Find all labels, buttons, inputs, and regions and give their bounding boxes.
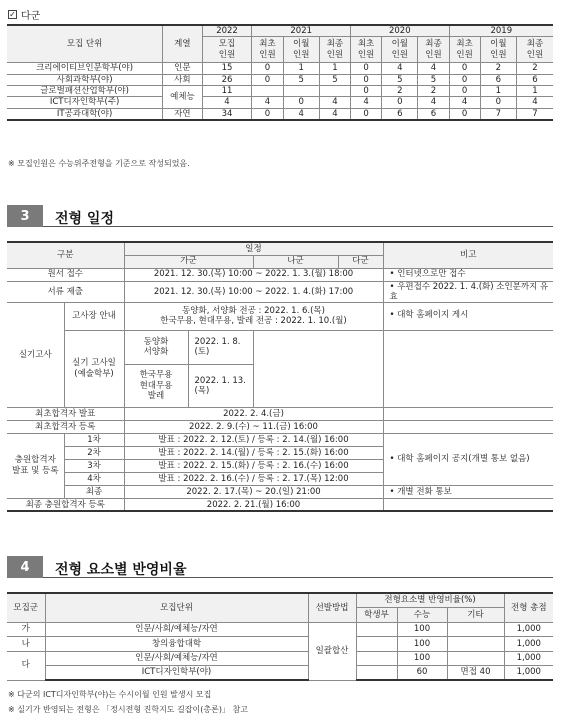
ratio-suneung: 60 [397,666,447,681]
group-da-label: 다군 [21,11,41,22]
row-unit-name: IT공과대학(야) [7,108,163,120]
row-cell [319,85,350,96]
exam-label: 실기 고사일 (예술학부) [64,330,124,407]
row-cell: 2 [382,85,418,96]
additional-date: 발표 : 2022. 2. 12.(토) / 등록 : 2. 14.(월) 16:00 [124,433,383,446]
sub-header: 최종 인원 [319,37,350,63]
row-unit-name: 사회과학부(야) [7,74,163,85]
additional-date: 발표 : 2022. 2. 16.(수) / 등록 : 2. 17.(목) 12:00 [124,472,383,485]
docs-label: 서류 제출 [7,281,124,302]
exam-empty [253,330,383,364]
ratio-unit: ICT디자인학부(야) [45,666,308,681]
sub-header: 최종 인원 [418,37,449,63]
additional-round: 3차 [64,459,124,472]
row-cell: 4 [517,97,553,108]
schedule-remark-header: 비고 [383,242,553,268]
exam2-date: 2022. 1. 13.(목) [188,364,253,407]
sub-header: 최초 인원 [449,37,480,63]
checkbox-icon: ✓ [9,9,16,19]
additional-round: 1차 [64,433,124,446]
row-cell: 1 [480,85,516,96]
additional-label: 충원합격자 발표 및 등록 [7,433,64,498]
ratio-total-header: 전형 총점 [504,593,553,622]
sub-header: 최초 인원 [351,37,382,63]
row-unit-name: ICT디자인학부(주) [7,97,163,108]
ratio-total: 1,000 [504,622,553,637]
ratio-etc-header: 기타 [447,608,504,623]
row-cell: 2 [418,85,449,96]
additional-final-date: 2022. 2. 17.(목) ~ 20.(일) 21:00 [124,485,383,498]
schedule-ga-header: 가군 [124,255,253,268]
row-cell: 1 [517,85,553,96]
row-cell: 2 [480,63,516,74]
ratio-note-2: ※ 실기가 반영되는 전형은 「정시전형 진학지도 길잡이(총론)」 참고 [8,705,248,714]
ratio-record [356,637,397,652]
docs-remark: • 우편접수 2022. 1. 4.(화) 소인분까지 유효 [383,281,553,302]
last-register-remark [383,498,553,511]
row-cell: 1 [319,63,350,74]
row-cell: 6 [480,74,516,85]
row-field: 예체능 [163,85,202,108]
apply-remark: • 인터넷으로만 접수 [383,268,553,281]
ratio-note-1: ※ 다군의 ICT디자인학부(야)는 수시이월 인원 발생시 모집 [8,690,212,699]
row-cell: 0 [449,74,480,85]
apply-date: 2021. 12. 30.(목) 10:00 ~ 2022. 1. 3.(월) 18:00 [124,268,383,281]
exam1-date: 2022. 1. 8.(토) [188,330,253,364]
row-cell: 0 [283,97,319,108]
ratio-record-header: 학생부 [356,608,397,623]
year-2019: 2019 [449,25,553,37]
ratio-group: 다 [7,651,45,680]
row-cell: 26 [202,74,252,85]
sub-header: 최종 인원 [517,37,553,63]
sub-header: 이월 인원 [480,37,516,63]
row-cell: 6 [418,108,449,120]
ratio-total: 1,000 [504,651,553,666]
row-cell: 4 [418,97,449,108]
row-cell: 0 [480,97,516,108]
schedule-date-header: 일정 [124,242,383,255]
final-register-label: 최초합격자 등록 [7,420,124,433]
row-cell: 0 [449,63,480,74]
row-cell: 0 [252,108,283,120]
row-cell: 2 [517,63,553,74]
row-cell: 5 [319,74,350,85]
additional-date: 발표 : 2022. 2. 14.(월) / 등록 : 2. 15.(화) 16:00 [124,446,383,459]
group-da-header [8,7,40,22]
ratio-method-header: 선발방법 [308,593,356,622]
sub-header: 이월 인원 [283,37,319,63]
additional-final-remark: • 개별 전화 통보 [383,485,553,498]
final-register-date: 2022. 2. 9.(수) ~ 11.(금) 16:00 [124,420,383,433]
row-field: 자연 [163,108,202,120]
table-row [7,97,553,108]
row-cell [252,85,283,96]
ratio-etc [447,622,504,637]
row-cell: 0 [382,97,418,108]
exam-remark-empty [383,330,553,407]
schedule-category-header: 구분 [7,242,124,268]
venue-remark: • 대학 홈페이지 게시 [383,302,553,330]
additional-round: 4차 [64,472,124,485]
table-row [7,85,553,96]
row-cell: 0 [351,85,382,96]
sub-header: 모집 인원 [202,37,252,63]
row-cell: 4 [351,97,382,108]
ratio-group: 나 [7,637,45,652]
year-2020: 2020 [351,25,450,37]
year-2021: 2021 [252,25,351,37]
row-field: 인문 [163,63,202,74]
additional-remark: • 대학 홈페이지 공지(개별 통보 없음) [383,433,553,485]
section4-number: 4 [7,556,43,578]
row-cell: 4 [319,108,350,120]
recruit-history-table [7,24,553,121]
last-register-label: 최종 충원합격자 등록 [7,498,124,511]
row-cell: 0 [351,63,382,74]
col-field: 계열 [163,25,202,63]
row-cell: 0 [449,85,480,96]
ratio-etc: 면접 40 [447,666,504,681]
ratio-ratio-header: 전형요소별 반영비율(%) [356,593,504,608]
row-cell: 7 [480,108,516,120]
ratio-suneung-header: 수능 [397,608,447,623]
ratio-table [7,592,553,681]
venue-date-painting: 동양화, 서양화 전공 : 2022. 1. 6.(목) [182,305,325,316]
practical-label: 실기고사 [7,302,64,407]
row-cell: 4 [283,108,319,120]
recruit-history-body [7,63,553,120]
table-row [7,108,553,120]
ratio-suneung: 100 [397,637,447,652]
section3-header [7,205,553,227]
venue-date-dance: 한국무용, 현대무용, 발레 전공 : 2022. 1. 10.(월) [160,316,347,327]
row-cell: 0 [252,74,283,85]
docs-date: 2021. 12. 30.(목) 10:00 ~ 2022. 1. 4.(화) 17:00 [124,281,383,302]
row-cell: 0 [351,74,382,85]
row-field: 사회 [163,74,202,85]
ratio-etc [447,637,504,652]
row-cell: 4 [418,63,449,74]
row-cell [283,85,319,96]
section3-title: 전형 일정 [55,211,114,227]
ratio-group: 가 [7,622,45,637]
ratio-suneung: 100 [397,622,447,637]
venue-dates [124,302,383,330]
exam2-major: 한국무용 현대무용 발레 [124,364,188,407]
row-unit-name: 글로벌패션산업학부(야) [7,85,163,96]
apply-label: 원서 접수 [7,268,124,281]
last-register-date: 2022. 2. 21.(월) 16:00 [124,498,383,511]
additional-date: 발표 : 2022. 2. 15.(화) / 등록 : 2. 16.(수) 16:00 [124,459,383,472]
ratio-method: 일괄합산 [308,622,356,680]
row-cell: 6 [382,108,418,120]
final-announce-label: 최초합격자 발표 [7,407,124,420]
schedule-na-header: 나군 [253,255,338,268]
row-cell: 0 [252,63,283,74]
ratio-total: 1,000 [504,666,553,681]
ratio-unit: 인문/사회/예체능/자연 [45,622,308,637]
ratio-group-header: 모집군 [7,593,45,622]
table-row [7,63,553,74]
ratio-record [356,651,397,666]
row-cell: 5 [283,74,319,85]
row-cell: 5 [418,74,449,85]
row-cell: 4 [252,97,283,108]
final-announce-remark [383,407,553,420]
row-cell: 1 [283,63,319,74]
additional-final-round: 최종 [64,485,124,498]
ratio-unit: 인문/사회/예체능/자연 [45,651,308,666]
col-recruit-unit: 모집 단위 [7,25,163,63]
schedule-da-header: 다군 [338,255,383,268]
row-cell: 15 [202,63,252,74]
ratio-total: 1,000 [504,637,553,652]
row-cell: 11 [202,85,252,96]
final-register-remark [383,420,553,433]
final-announce-date: 2022. 2. 4.(금) [124,407,383,420]
venue-label: 고사장 안내 [64,302,124,330]
exam1-major: 동양화 서양화 [124,330,188,364]
row-cell: 34 [202,108,252,120]
ratio-suneung: 100 [397,651,447,666]
row-cell: 7 [517,108,553,120]
ratio-record [356,622,397,637]
row-cell: 4 [202,97,252,108]
additional-round: 2차 [64,446,124,459]
ratio-etc [447,651,504,666]
section4-title: 전형 요소별 반영비율 [55,562,187,578]
row-cell: 6 [517,74,553,85]
row-cell: 5 [382,74,418,85]
row-cell: 4 [382,63,418,74]
exam-empty [253,364,383,407]
recruit-note: ※ 모집인원은 수능위주전형을 기준으로 작성되었음. [8,159,190,168]
ratio-record [356,666,397,681]
row-cell: 4 [449,97,480,108]
ratio-unit-header: 모집단위 [45,593,308,622]
ratio-unit: 창의융합대학 [45,637,308,652]
sub-header: 최초 인원 [252,37,283,63]
row-unit-name: 크리에이티브인문학부(야) [7,63,163,74]
schedule-table [7,241,553,512]
section3-number: 3 [7,205,43,227]
year-2022: 2022 [202,25,252,37]
row-cell: 0 [351,108,382,120]
row-cell: 0 [449,108,480,120]
section4-header [7,556,553,578]
sub-header: 이월 인원 [382,37,418,63]
table-row [7,74,553,85]
row-cell: 4 [319,97,350,108]
